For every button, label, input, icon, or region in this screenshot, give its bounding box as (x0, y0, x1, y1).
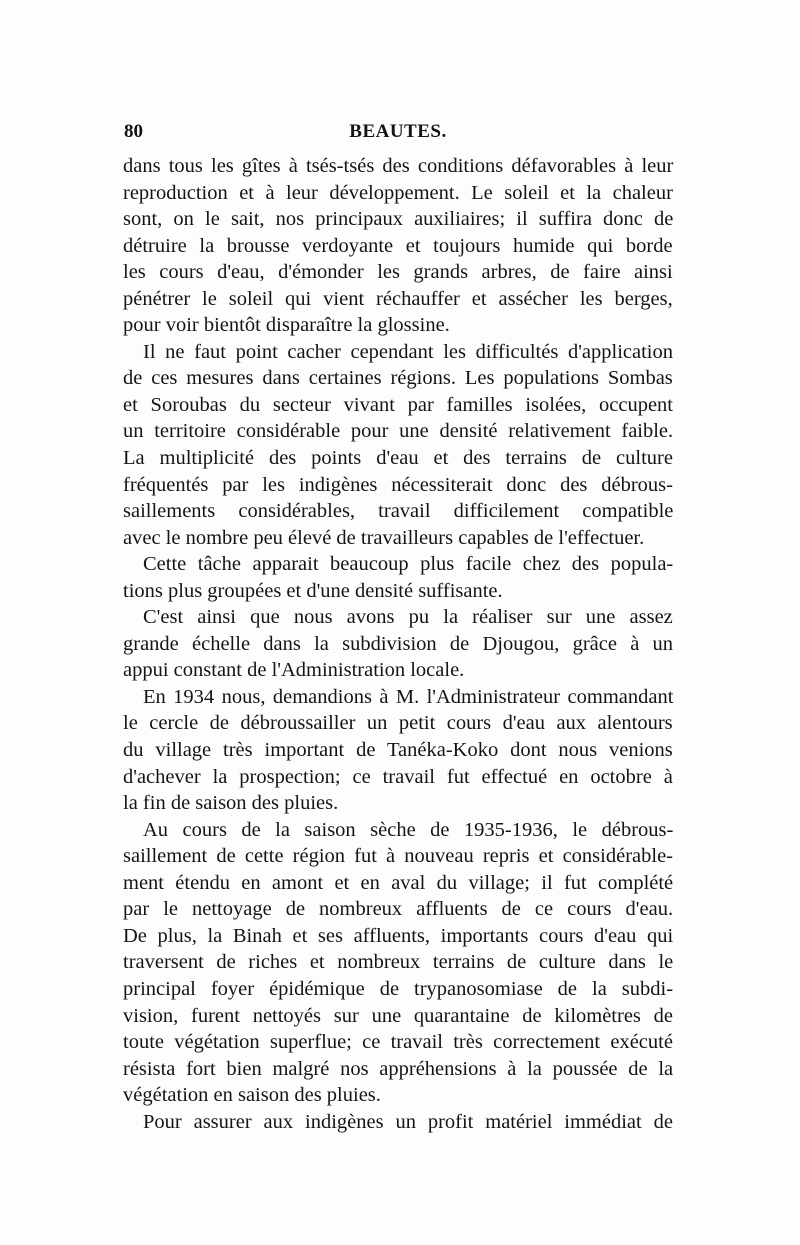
text-line: Il ne faut point cacher cependant les difficultés d'application (143, 340, 673, 363)
text-line: En 1934 nous, demandions à M. l'Administrateur commandant (143, 685, 674, 708)
text-line: saillement de cette région fut à nouveau repris et considérable- (123, 845, 673, 868)
text-line: avec le nombre peu élevé de travailleurs capables de l'effectuer. (123, 526, 645, 549)
text-line: les cours d'eau, d'émonder les grands arbres, de faire ainsi (123, 261, 673, 284)
text-line: ment étendu en amont et en aval du village; il fut complété (123, 871, 674, 894)
text-line: pénétrer le soleil qui vient réchauffer et assécher les berges, (123, 287, 673, 310)
text-line: pour voir bientôt disparaître la glossine. (123, 314, 450, 337)
text-line: reproduction et à leur développement. Le soleil et la chaleur (123, 181, 673, 204)
page-number: 80 (124, 121, 143, 142)
text-line: de ces mesures dans certaines régions. Les populations Sombas (123, 367, 673, 390)
text-line: De plus, la Binah et ses affluents, importants cours d'eau qui (123, 924, 674, 947)
text-line: le cercle de débroussailler un petit cours d'eau aux alentours (123, 712, 673, 735)
text-line: et Soroubas du secteur vivant par familles isolées, occupent (123, 393, 674, 416)
text-line: d'achever la prospection; ce travail fut effectué en octobre à (123, 765, 673, 788)
running-title: BEAUTES. (349, 121, 447, 142)
text-line: détruire la brousse verdoyante et toujours humide qui borde (123, 234, 673, 257)
text-line: vision, furent nettoyés sur une quarantaine de kilomètres de (123, 1004, 674, 1027)
text-line: la fin de saison des pluies. (123, 792, 339, 815)
text-line: C'est ainsi que nous avons pu la réaliser sur une assez (143, 606, 673, 629)
page-header (124, 119, 672, 145)
text-line: par le nettoyage de nombreux affluents de ce cours d'eau. (123, 898, 674, 921)
body-text (123, 153, 673, 1135)
text-line: grande échelle dans la subdivision de Djougou, grâce à un (123, 632, 674, 655)
text-line: du village très important de Tanéka-Koko dont nous venions (123, 739, 673, 762)
text-line: La multiplicité des points d'eau et des terrains de culture (123, 447, 673, 470)
text-line: un territoire considérable pour une densité relativement faible. (123, 420, 674, 443)
text-line: résista fort bien malgré nos appréhensions à la poussée de la (123, 1057, 674, 1080)
text-line: traversent de riches et nombreux terrains de culture dans le (123, 951, 674, 974)
text-line: Cette tâche apparait beaucoup plus facile chez des popula- (143, 553, 674, 576)
text-line: appui constant de l'Administration locale. (123, 659, 465, 682)
text-line: dans tous les gîtes à tsés-tsés des conditions défavorables à leur (123, 155, 674, 177)
text-line: principal foyer épidémique de trypanosomiase de la subdi- (123, 977, 674, 1000)
text-line: toute végétation superflue; ce travail très correctement exécuté (123, 1031, 673, 1054)
text-line: fréquentés par les indigènes nécessiterait donc des débrous- (123, 473, 673, 496)
text-line: Pour assurer aux indigènes un profit matériel immédiat de (143, 1110, 673, 1133)
text-line: Au cours de la saison sèche de 1935-1936, le débrous- (143, 818, 674, 841)
text-line: végétation en saison des pluies. (123, 1084, 381, 1107)
text-line: saillements considérables, travail difficilement compatible (123, 500, 674, 523)
text-line: tions plus groupées et d'une densité suffisante. (123, 579, 503, 602)
text-line: sont, on le sait, nos principaux auxiliaires; il suffira donc de (123, 208, 674, 231)
